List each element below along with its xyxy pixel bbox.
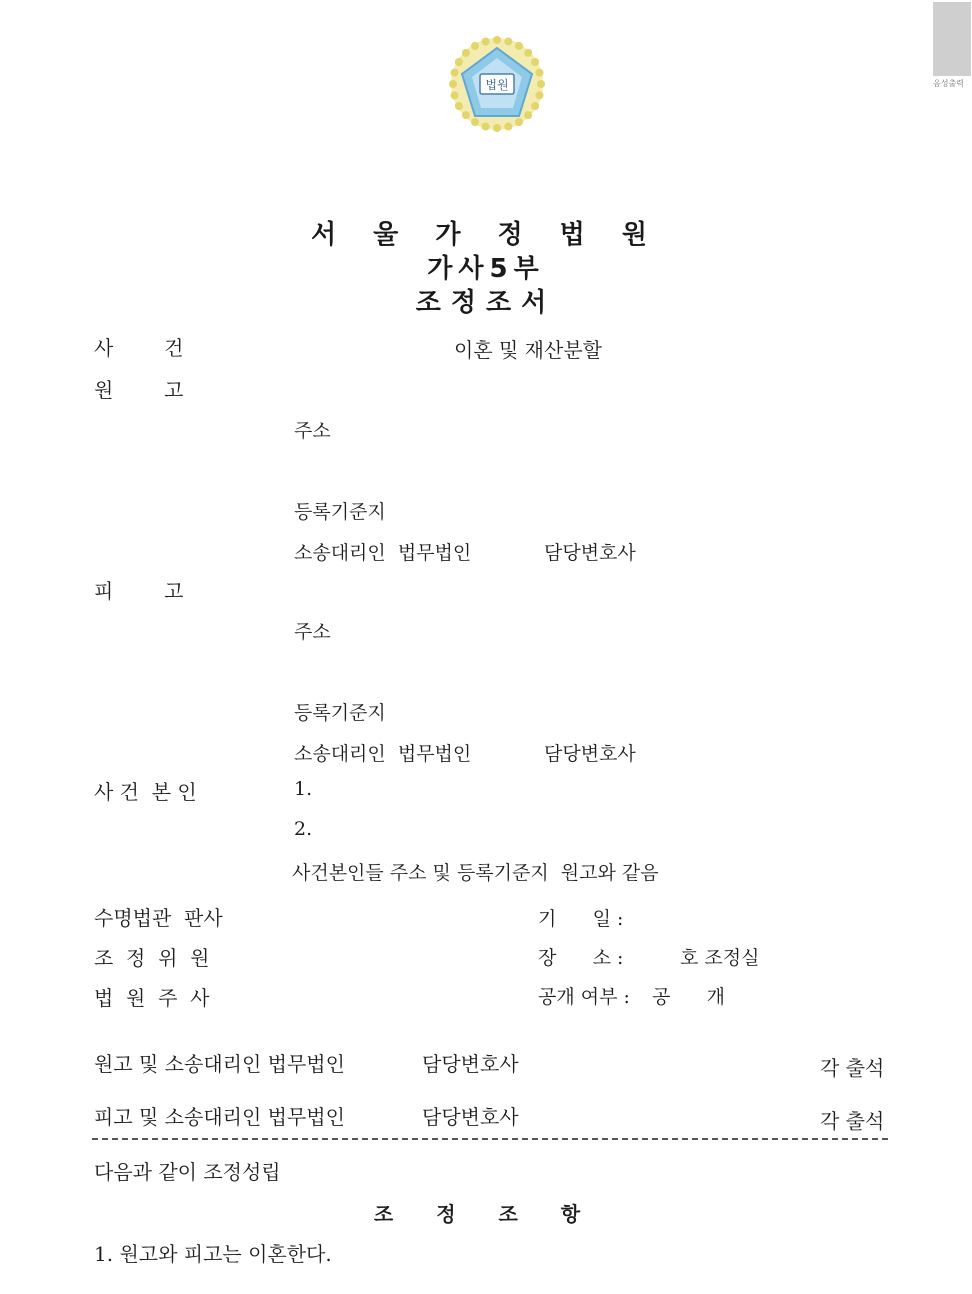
emblem-ray <box>537 80 545 88</box>
plaintiff-registry-label: 등록기준지 <box>294 501 386 523</box>
plaintiff-attendance-status: 각 출석 <box>820 1056 885 1080</box>
document-type: 조정조서 <box>415 288 557 318</box>
emblem-ray <box>536 91 544 99</box>
emblem-ray <box>482 37 490 45</box>
defendant-label: 피 고 <box>94 579 184 603</box>
emblem-ray <box>515 42 523 50</box>
plaintiff-counsel-label: 소송대리인 법무법인 <box>294 542 472 564</box>
public-label: 공개 여부 : <box>538 986 630 1008</box>
qr-label: 음성출력 <box>933 79 964 88</box>
emblem-ray <box>450 91 458 99</box>
defendant-attendance-lawyer: 담당변호사 <box>422 1105 519 1129</box>
emblem-ray <box>462 111 470 119</box>
emblem-ray <box>471 118 479 126</box>
qr-code <box>933 2 971 76</box>
emblem-ray <box>462 49 470 57</box>
principals-label: 사 건 본 인 <box>94 780 197 804</box>
emblem-ray <box>482 123 490 131</box>
emblem-ray <box>531 58 539 66</box>
plaintiff-label: 원 고 <box>94 378 184 402</box>
court-emblem <box>446 34 548 134</box>
date-label: 기 일 : <box>538 908 624 930</box>
plaintiff-address-label: 주소 <box>294 420 331 442</box>
place-label: 장 소 : <box>538 947 624 969</box>
emblem-ray <box>524 111 532 119</box>
emblem-ray <box>504 123 512 131</box>
emblem-ray <box>493 36 501 44</box>
case-value: 이혼 및 재산분할 <box>454 338 602 362</box>
public-value: 공 개 <box>652 986 725 1008</box>
defendant-lawyer-label: 담당변호사 <box>544 743 636 765</box>
principal-item-1: 1. <box>294 778 313 800</box>
emblem-ray <box>455 102 463 110</box>
emblem-ray <box>515 118 523 126</box>
plaintiff-lawyer-label: 담당변호사 <box>544 542 636 564</box>
defendant-attendance-status: 각 출석 <box>820 1109 885 1133</box>
dashed-divider <box>92 1138 888 1140</box>
principal-item-2: 2. <box>294 818 313 840</box>
emblem-ray <box>524 49 532 57</box>
defendant-counsel-label: 소송대리인 법무법인 <box>294 743 472 765</box>
mediator-label: 조 정 위 원 <box>94 946 210 970</box>
case-label: 사 건 <box>94 336 184 360</box>
emblem-ray <box>504 37 512 45</box>
place-value: 호 조정실 <box>680 947 760 969</box>
terms-heading: 조 정 조 항 <box>373 1202 599 1226</box>
emblem-ray <box>450 69 458 77</box>
emblem-ray <box>531 102 539 110</box>
emblem-ray <box>455 58 463 66</box>
principals-note: 사건본인들 주소 및 등록기준지 원고와 같음 <box>292 862 659 884</box>
mediation-result: 다음과 같이 조정성립 <box>94 1160 281 1184</box>
emblem-ray <box>536 69 544 77</box>
emblem-ray <box>471 42 479 50</box>
judge-label: 수명법관 판사 <box>94 906 223 930</box>
court-name: 서 울 가 정 법 원 <box>311 220 661 250</box>
division: 가사5부 <box>427 254 545 284</box>
plaintiff-attendance-lawyer: 담당변호사 <box>422 1052 519 1076</box>
term-item-1: 1. 원고와 피고는 이혼한다. <box>94 1242 332 1266</box>
emblem-ray <box>449 80 457 88</box>
defendant-address-label: 주소 <box>294 621 331 643</box>
emblem-text: 법원 <box>485 78 509 92</box>
clerk-label: 법 원 주 사 <box>94 986 210 1010</box>
defendant-attendance: 피고 및 소송대리인 법무법인 <box>94 1105 345 1129</box>
defendant-registry-label: 등록기준지 <box>294 702 386 724</box>
plaintiff-attendance: 원고 및 소송대리인 법무법인 <box>94 1052 345 1076</box>
emblem-ray <box>493 124 501 132</box>
